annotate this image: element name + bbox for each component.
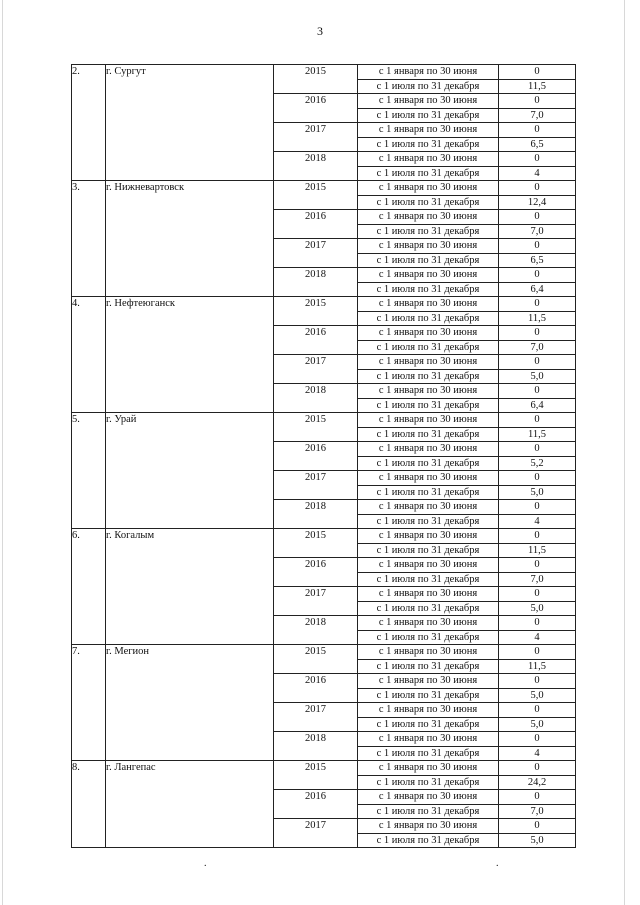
value-cell: 0 <box>499 616 576 631</box>
tariff-table <box>71 64 576 848</box>
table-row <box>72 413 576 428</box>
period-cell: с 1 июля по 31 декабря <box>358 195 499 210</box>
value-cell: 0 <box>499 355 576 370</box>
period-cell: с 1 января по 30 июня <box>358 616 499 631</box>
period-cell: с 1 января по 30 июня <box>358 790 499 805</box>
value-cell: 6,4 <box>499 398 576 413</box>
period-cell: с 1 июля по 31 декабря <box>358 311 499 326</box>
period-cell: с 1 января по 30 июня <box>358 268 499 283</box>
row-number: 8. <box>72 761 106 848</box>
period-cell: с 1 июля по 31 декабря <box>358 427 499 442</box>
value-cell: 12,4 <box>499 195 576 210</box>
value-cell: 4 <box>499 746 576 761</box>
value-cell: 5,2 <box>499 456 576 471</box>
city-name: г. Когалым <box>106 529 274 645</box>
value-cell: 11,5 <box>499 79 576 94</box>
period-cell: с 1 июля по 31 декабря <box>358 485 499 500</box>
value-cell: 0 <box>499 703 576 718</box>
year-cell: 2017 <box>274 819 358 848</box>
period-cell: с 1 января по 30 июня <box>358 645 499 660</box>
value-cell: 0 <box>499 239 576 254</box>
period-cell: с 1 июля по 31 декабря <box>358 659 499 674</box>
row-number: 2. <box>72 65 106 181</box>
period-cell: с 1 января по 30 июня <box>358 355 499 370</box>
period-cell: с 1 июля по 31 декабря <box>358 630 499 645</box>
value-cell: 7,0 <box>499 340 576 355</box>
year-cell: 2017 <box>274 355 358 384</box>
period-cell: с 1 июля по 31 декабря <box>358 543 499 558</box>
value-cell: 0 <box>499 645 576 660</box>
period-cell: с 1 июля по 31 декабря <box>358 514 499 529</box>
value-cell: 0 <box>499 674 576 689</box>
city-name: г. Сургут <box>106 65 274 181</box>
period-cell: с 1 января по 30 июня <box>358 181 499 196</box>
value-cell: 6,5 <box>499 253 576 268</box>
period-cell: с 1 января по 30 июня <box>358 529 499 544</box>
value-cell: 7,0 <box>499 224 576 239</box>
period-cell: с 1 января по 30 июня <box>358 210 499 225</box>
period-cell: с 1 июля по 31 декабря <box>358 282 499 297</box>
value-cell: 0 <box>499 94 576 109</box>
value-cell: 0 <box>499 558 576 573</box>
year-cell: 2018 <box>274 616 358 645</box>
year-cell: 2015 <box>274 413 358 442</box>
year-cell: 2015 <box>274 65 358 94</box>
value-cell: 0 <box>499 413 576 428</box>
value-cell: 0 <box>499 761 576 776</box>
year-cell: 2018 <box>274 732 358 761</box>
period-cell: с 1 января по 30 июня <box>358 442 499 457</box>
value-cell: 7,0 <box>499 804 576 819</box>
city-name: г. Нижневартовск <box>106 181 274 297</box>
value-cell: 0 <box>499 210 576 225</box>
value-cell: 11,5 <box>499 659 576 674</box>
city-name: г. Урай <box>106 413 274 529</box>
year-cell: 2016 <box>274 94 358 123</box>
year-cell: 2017 <box>274 703 358 732</box>
year-cell: 2018 <box>274 152 358 181</box>
period-cell: с 1 января по 30 июня <box>358 732 499 747</box>
year-cell: 2015 <box>274 297 358 326</box>
city-name: г. Мегион <box>106 645 274 761</box>
period-cell: с 1 января по 30 июня <box>358 587 499 602</box>
row-number: 4. <box>72 297 106 413</box>
city-name: г. Лангепас <box>106 761 274 848</box>
period-cell: с 1 января по 30 июня <box>358 413 499 428</box>
value-cell: 0 <box>499 587 576 602</box>
scan-speck: . <box>204 858 207 869</box>
period-cell: с 1 июля по 31 декабря <box>358 601 499 616</box>
period-cell: с 1 июля по 31 декабря <box>358 746 499 761</box>
period-cell: с 1 июля по 31 декабря <box>358 775 499 790</box>
value-cell: 0 <box>499 442 576 457</box>
period-cell: с 1 января по 30 июня <box>358 297 499 312</box>
value-cell: 0 <box>499 819 576 834</box>
period-cell: с 1 июля по 31 декабря <box>358 572 499 587</box>
year-cell: 2015 <box>274 529 358 558</box>
page-number: 3 <box>317 24 323 38</box>
value-cell: 5,0 <box>499 485 576 500</box>
value-cell: 0 <box>499 790 576 805</box>
value-cell: 6,5 <box>499 137 576 152</box>
value-cell: 0 <box>499 500 576 515</box>
year-cell: 2016 <box>274 326 358 355</box>
table-row <box>72 297 576 312</box>
period-cell: с 1 января по 30 июня <box>358 819 499 834</box>
scan-edge-right <box>624 0 625 905</box>
value-cell: 0 <box>499 471 576 486</box>
period-cell: с 1 января по 30 июня <box>358 703 499 718</box>
period-cell: с 1 июля по 31 декабря <box>358 804 499 819</box>
period-cell: с 1 января по 30 июня <box>358 94 499 109</box>
value-cell: 4 <box>499 514 576 529</box>
year-cell: 2015 <box>274 645 358 674</box>
year-cell: 2018 <box>274 384 358 413</box>
value-cell: 24,2 <box>499 775 576 790</box>
period-cell: с 1 июля по 31 декабря <box>358 108 499 123</box>
row-number: 6. <box>72 529 106 645</box>
period-cell: с 1 января по 30 июня <box>358 152 499 167</box>
table-row <box>72 761 576 776</box>
year-cell: 2016 <box>274 674 358 703</box>
period-cell: с 1 июля по 31 декабря <box>358 137 499 152</box>
value-cell: 5,0 <box>499 369 576 384</box>
value-cell: 5,0 <box>499 601 576 616</box>
period-cell: с 1 января по 30 июня <box>358 123 499 138</box>
period-cell: с 1 июля по 31 декабря <box>358 688 499 703</box>
period-cell: с 1 января по 30 июня <box>358 674 499 689</box>
value-cell: 0 <box>499 268 576 283</box>
value-cell: 0 <box>499 181 576 196</box>
value-cell: 7,0 <box>499 572 576 587</box>
period-cell: с 1 июля по 31 декабря <box>358 456 499 471</box>
period-cell: с 1 января по 30 июня <box>358 558 499 573</box>
year-cell: 2017 <box>274 239 358 268</box>
period-cell: с 1 января по 30 июня <box>358 384 499 399</box>
period-cell: с 1 июля по 31 декабря <box>358 369 499 384</box>
period-cell: с 1 июля по 31 декабря <box>358 833 499 848</box>
period-cell: с 1 января по 30 июня <box>358 471 499 486</box>
value-cell: 0 <box>499 326 576 341</box>
value-cell: 5,0 <box>499 833 576 848</box>
value-cell: 0 <box>499 152 576 167</box>
year-cell: 2018 <box>274 500 358 529</box>
period-cell: с 1 июля по 31 декабря <box>358 253 499 268</box>
period-cell: с 1 июля по 31 декабря <box>358 398 499 413</box>
year-cell: 2017 <box>274 587 358 616</box>
value-cell: 11,5 <box>499 427 576 442</box>
period-cell: с 1 января по 30 июня <box>358 500 499 515</box>
city-name: г. Нефтеюганск <box>106 297 274 413</box>
value-cell: 5,0 <box>499 688 576 703</box>
year-cell: 2018 <box>274 268 358 297</box>
table-row <box>72 181 576 196</box>
year-cell: 2015 <box>274 181 358 210</box>
value-cell: 0 <box>499 297 576 312</box>
scan-edge-left <box>2 0 3 905</box>
period-cell: с 1 июля по 31 декабря <box>358 717 499 732</box>
row-number: 7. <box>72 645 106 761</box>
period-cell: с 1 января по 30 июня <box>358 239 499 254</box>
year-cell: 2016 <box>274 558 358 587</box>
value-cell: 4 <box>499 166 576 181</box>
value-cell: 0 <box>499 65 576 80</box>
year-cell: 2016 <box>274 210 358 239</box>
value-cell: 4 <box>499 630 576 645</box>
period-cell: с 1 июля по 31 декабря <box>358 79 499 94</box>
table-row <box>72 529 576 544</box>
year-cell: 2017 <box>274 471 358 500</box>
value-cell: 0 <box>499 123 576 138</box>
value-cell: 11,5 <box>499 543 576 558</box>
year-cell: 2016 <box>274 790 358 819</box>
value-cell: 0 <box>499 732 576 747</box>
period-cell: с 1 июля по 31 декабря <box>358 166 499 181</box>
period-cell: с 1 января по 30 июня <box>358 761 499 776</box>
scan-speck: . <box>496 858 499 869</box>
value-cell: 7,0 <box>499 108 576 123</box>
year-cell: 2016 <box>274 442 358 471</box>
period-cell: с 1 июля по 31 декабря <box>358 224 499 239</box>
period-cell: с 1 января по 30 июня <box>358 65 499 80</box>
value-cell: 0 <box>499 384 576 399</box>
table-row <box>72 65 576 80</box>
row-number: 5. <box>72 413 106 529</box>
table-body <box>72 65 576 848</box>
year-cell: 2015 <box>274 761 358 790</box>
value-cell: 11,5 <box>499 311 576 326</box>
value-cell: 6,4 <box>499 282 576 297</box>
row-number: 3. <box>72 181 106 297</box>
value-cell: 0 <box>499 529 576 544</box>
period-cell: с 1 июля по 31 декабря <box>358 340 499 355</box>
value-cell: 5,0 <box>499 717 576 732</box>
year-cell: 2017 <box>274 123 358 152</box>
period-cell: с 1 января по 30 июня <box>358 326 499 341</box>
table-row <box>72 645 576 660</box>
